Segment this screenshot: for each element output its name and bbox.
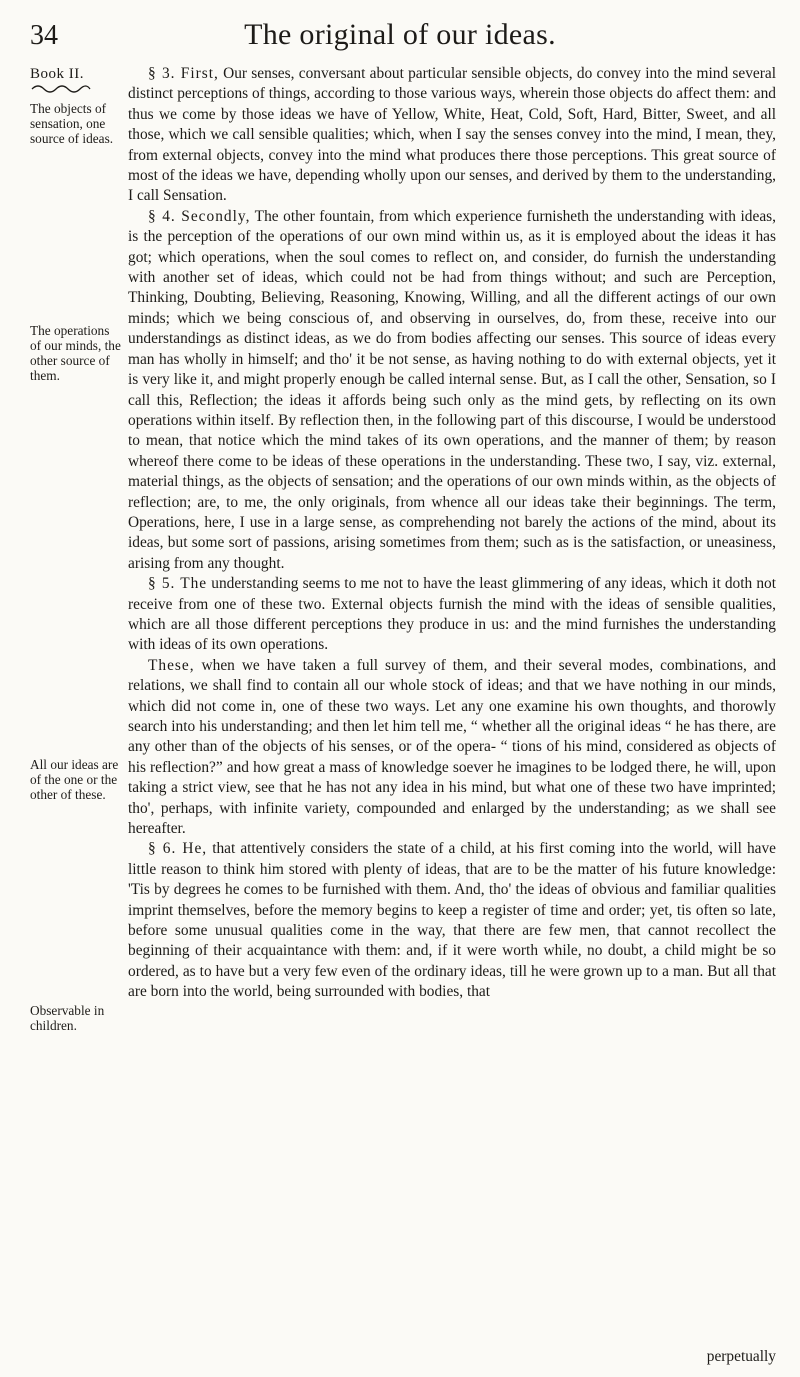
running-title: The original of our ideas.	[244, 18, 556, 51]
section-lead: These,	[148, 656, 195, 674]
margin-note-sensation: The objects of sensation, one source of ideas.	[30, 101, 114, 146]
catchword: perpetually	[706, 1348, 776, 1365]
paragraph-text: Our senses, conversant about particular sensible objects, do convey into the mind several distinct perceptions of things, according to those various ways, wherein those objects do affect them: and thus we come by those ideas we have of Yellow, White, Heat, Cold, Soft, Hard, Bitter, Sweet, and all those, which we call sensible qualities; which, when I say the senses convey into the mind, I mean, they, from external objects, convey into the mind what produces there those perceptions. This great source of most of the ideas we have, depending wholly upon our senses, and derived by them to the understanding, I call Sensation.	[128, 65, 776, 205]
paragraph-section-5	[128, 574, 776, 656]
running-header	[0, 14, 800, 54]
paragraph-text: understanding seems to me not to have the least glimmering of any ideas, which it doth not receive from one of these two. External objects furnish the mind with the ideas of sensible qualities, which are all those different perceptions they produce in us: and the mind furnishes the understanding with ideas of its own operations.	[128, 575, 776, 654]
paragraph-section-3	[128, 64, 776, 207]
paragraph-section-6	[128, 839, 776, 1002]
margin-note-operations: The operations of our minds, the other source of them.	[30, 323, 121, 383]
section-lead: § 3. First,	[148, 65, 219, 82]
paragraph-text: that attentively considers the state of a child, at his first coming into the world, will have little reason to think him stored with plenty of ideas, that are to be the matter of his future knowledge: 'Tis by degrees he comes to be furnished with them. And, tho' the ideas of obvious and familiar qualities imprint themselves, before the memory begins to keep a register of time and order; yet, tis often so late, before some unusual qualities come in the way, that there are few men, that cannot recollect the beginning of their acquaintance with them: and, if it were worth while, no doubt, a child might be so ordered, as to have but a very few even of the ordinary ideas, till he were grown up to a man. But all that are born into the world, being surrounded with bodies, that	[128, 840, 776, 1001]
body-text	[128, 64, 776, 1003]
paragraph-these	[128, 656, 776, 840]
section-lead: § 5. The	[148, 575, 208, 593]
margin-note-all-ideas: All our ideas are of the one or the other of these.	[30, 757, 119, 802]
ornament-icon	[30, 83, 92, 93]
section-lead: § 4. Secondly,	[148, 207, 251, 225]
section-lead: § 6. He,	[148, 840, 208, 858]
paragraph-section-4	[128, 207, 776, 574]
book-label: Book II.	[30, 66, 84, 82]
paragraph-text: The other fountain, from which experience furnisheth the understanding with ideas, is the perception of the operations of our own mind within us, as it is employed about the ideas it has got; which operations, when the soul comes to reflect on, and consider, do furnish the understanding with another set of ideas, which could not be had from things without; and such are Perception, Thinking, Doubting, Believing, Reasoning, Knowing, Willing, and all the different actings of our own minds; which we being conscious of, and observing in ourselves, do, from these, receive into our understandings as distinct ideas, as we do from bodies affecting our senses. This source of ideas every man has wholly in himself; and tho' it be not sense, as having nothing to do with external objects, yet it is very like it, and might properly enough be called internal sense. But, as I call the other, Sensation, so I call this, Reflection; the ideas it affords being such only as the mind gets, by reflecting on its own operations within itself. By reflection then, in the following part of this discourse, I would be understood to mean, that notice which the mind takes of its own operations, and the manner of them; by reason whereof there come to be ideas of these operations in the understanding. These two, I say, viz. external, material things, as the objects of sensation; and the operations of our own minds within, as the objects of reflection; are, to me, the only originals, from whence all our ideas take their beginnings. The term, Operations, here, I use in a large sense, as comprehending not barely the actions of the mind, about its ideas, but some sort of passions, arising sometimes from them; such as is the satisfaction, or uneasiness, arising from any thought.	[128, 207, 776, 572]
paragraph-text: when we have taken a full survey of them, and their several modes, combinations, and relations, we shall find to contain all our whole stock of ideas; and that we have nothing in our minds, which did not come in, one of these two ways. Let any one examine his own thoughts, and thorowly search into his understanding; and then let him tell me, “ whether all the original ideas “ he has there, are any other than of the objects of his senses, or of the opera- “ tions of his mind, considered as objects of his reflection?” and how great a mass of knowledge soever he imagines to be lodged there, he will, upon taking a strict view, see that he has not any idea in his mind, but what one of these two have imprinted; tho', perhaps, with infinite variety, compounded and enlarged by the understanding; as we shall see hereafter.	[128, 656, 776, 838]
margin-note-children: Observable in children.	[30, 1003, 105, 1033]
page-number: 34	[30, 20, 58, 51]
